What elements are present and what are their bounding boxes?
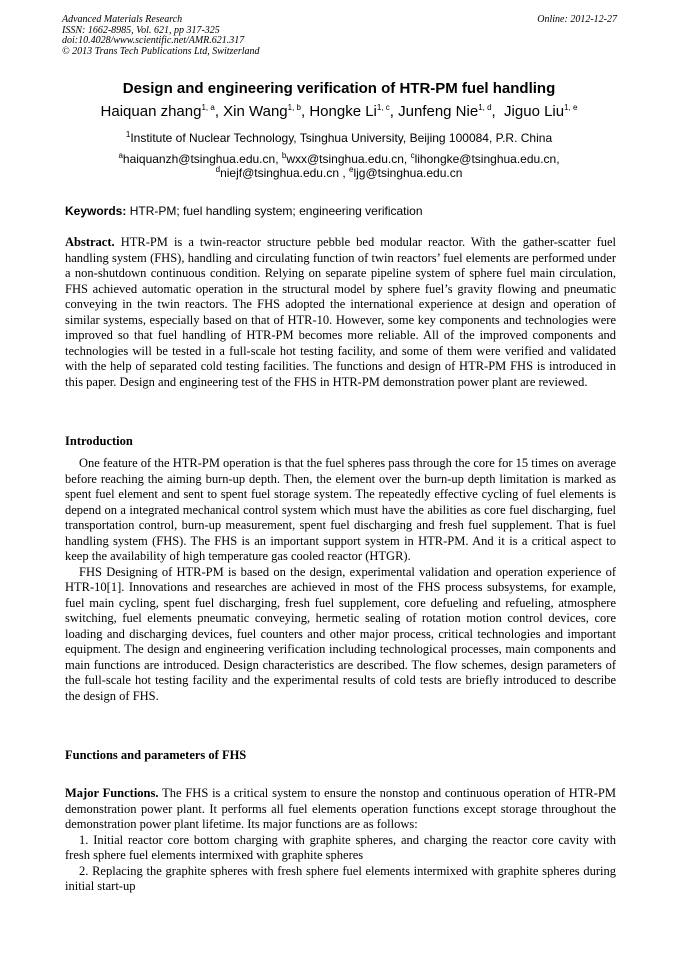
paper-title: Design and engineering verification of HTR-PM fuel handling <box>122 80 556 97</box>
email-address: haiquanzh@tsinghua.edu.cn, <box>122 152 279 166</box>
keywords <box>65 204 423 218</box>
email-address: lihongke@tsinghua.edu.cn, <box>414 152 560 166</box>
author-sup: 1, a <box>201 103 215 112</box>
email-sup: d <box>215 165 221 174</box>
author-name: Haiquan zhang <box>100 103 202 120</box>
affiliation <box>0 131 678 145</box>
paragraph: One feature of the HTR-PM operation is that the fuel spheres pass through the core for 15 times on average before reaching the aiming burn-up depth. Then, the element over the burn-up depth limitation is marked as spent fuel element and sent to spent fuel storage system. The repeatedly effective cycling of fuel elements is depend on a integrated mechanical control system which must have the abilities as core fuel discharging, fuel transportation control, burn-up measurement, spent fuel discharging and fresh fuel supplement. That is fuel handling system (FHS). The FHS is an important support system in HTR-PM. And it is a critical aspect to keep the availability of high temperature gas cooled reactor (HTGR). <box>65 456 616 563</box>
doi-line: doi:10.4028/www.scientific.net/AMR.621.317 <box>62 35 245 46</box>
major-functions-label: Major Functions. <box>65 786 159 800</box>
author-name: Hongke Li <box>309 103 377 120</box>
issn-line: ISSN: 1662-8985, Vol. 621, pp 317-325 <box>62 24 220 36</box>
list-item: 2. Replacing the graphite spheres with fresh sphere fuel elements intermixed with graphite spheres during initial start-up <box>65 863 616 893</box>
journal-header <box>62 15 617 57</box>
copyright-line: © 2013 Trans Tech Publications Ltd, Switzerland <box>62 45 260 57</box>
email-list <box>0 152 678 180</box>
paragraph: FHS Designing of HTR-PM is based on the design, experimental validation and operation experience of HTR-10[1]. Innovations and researches are achieved in most of the FHS process subsystems, for example, fuel main cycling, spent fuel discharging, fresh fuel supplement, core defueling and refueling, atmosphere switching, fuel elements pneumatic conveying, hermetic sealing of rotation motion control devices, core loading and discharging devices, fuel counters and other major process, critical technologies and important equipment. The design and engineering verification including technological processes, main components and main functions are introduced. Design characteristics are described. The flow schemes, design parameters of the full-scale hot testing facility and the experimental results of cold tests are briefly introduced to describe the design of FHS. <box>65 564 616 703</box>
email-sup: b <box>281 151 287 160</box>
online-date: Online: 2012-12-27 <box>537 14 617 25</box>
author-sup: 1, b <box>287 103 301 112</box>
list-item: 1. Initial reactor core bottom charging with graphite spheres, and charging the reactor core cavity with fresh sphere fuel elements intermixed with graphite spheres <box>65 832 616 862</box>
email-address: wxx@tsinghua.edu.cn, <box>286 152 408 166</box>
abstract-label: Abstract. <box>65 235 115 249</box>
author-sup: 1, d <box>478 103 492 112</box>
major-functions <box>65 786 616 895</box>
author-name: Junfeng Nie <box>398 103 479 120</box>
major-functions-text: The FHS is a critical system to ensure the nonstop and continuous operation of HTR-PM demonstration power plant. It performs all fuel elements operation functions except storage throughout the demonstration power plant lifetime. Its major functions are as follows: <box>65 786 617 831</box>
abstract <box>65 235 616 390</box>
email-sup: c <box>410 151 415 160</box>
functions-heading: Functions and parameters of FHS <box>65 748 247 762</box>
affiliation-sup: 1 <box>125 130 131 139</box>
email-sup: e <box>349 165 354 174</box>
email-address: ljg@tsinghua.edu.cn <box>353 166 463 180</box>
affiliation-text: Institute of Nuclear Technology, Tsinghua University, Beijing 100084, P.R. China <box>130 131 553 145</box>
email-sup: a <box>118 151 123 160</box>
email-address: niejf@tsinghua.edu.cn , <box>220 166 346 180</box>
introduction-body <box>65 456 616 704</box>
author-name: Jiguo Liu <box>504 103 565 120</box>
abstract-text: HTR-PM is a twin-reactor structure pebble bed modular reactor. With the gather-scatter fuel handling system (FHS), handling and circulating function of twin reactors’ fuel elements are performed under a non-shutdown continuous condition. Relying on separate pipeline system of sphere fuel main circulation, FHS achieved automatic operation in the structural model by sphere fuel’s gravity flowing and pneumatic conveying in the twin reactors. The FHS adopted the international experience at design and operation of similar systems, especially based on that of HTR-10. However, some key components and technologies were improved so that fuel handling of HTR-PM becomes more reliable. All of the improved components and technologies will be tested in a full-scale hot testing facility, and some of them were verified and validated with the help of separated cold testing facilities. The functions and design of HTR-PM FHS is introduced in this paper. Design and engineering test of the FHS in HTR-PM demonstration power plant are reviewed. <box>65 235 617 389</box>
journal-name: Advanced Materials Research <box>62 14 183 25</box>
author-sup: 1, c <box>376 103 390 112</box>
author-sup: 1, e <box>564 103 578 112</box>
author-list: Haiquan zhang$^{1, a}$, Xin Wang$^{1, b}$, Hongke Li$^{1, c}$, Junfeng Nie$^{1, d}$, Jiguo Liu$^{1, e}$ <box>100 103 578 120</box>
introduction-heading: Introduction <box>65 434 133 448</box>
keywords-text: HTR-PM; fuel handling system; engineering verification <box>129 204 423 218</box>
keywords-label: Keywords: <box>65 204 127 218</box>
author-name: Xin Wang <box>223 103 288 120</box>
